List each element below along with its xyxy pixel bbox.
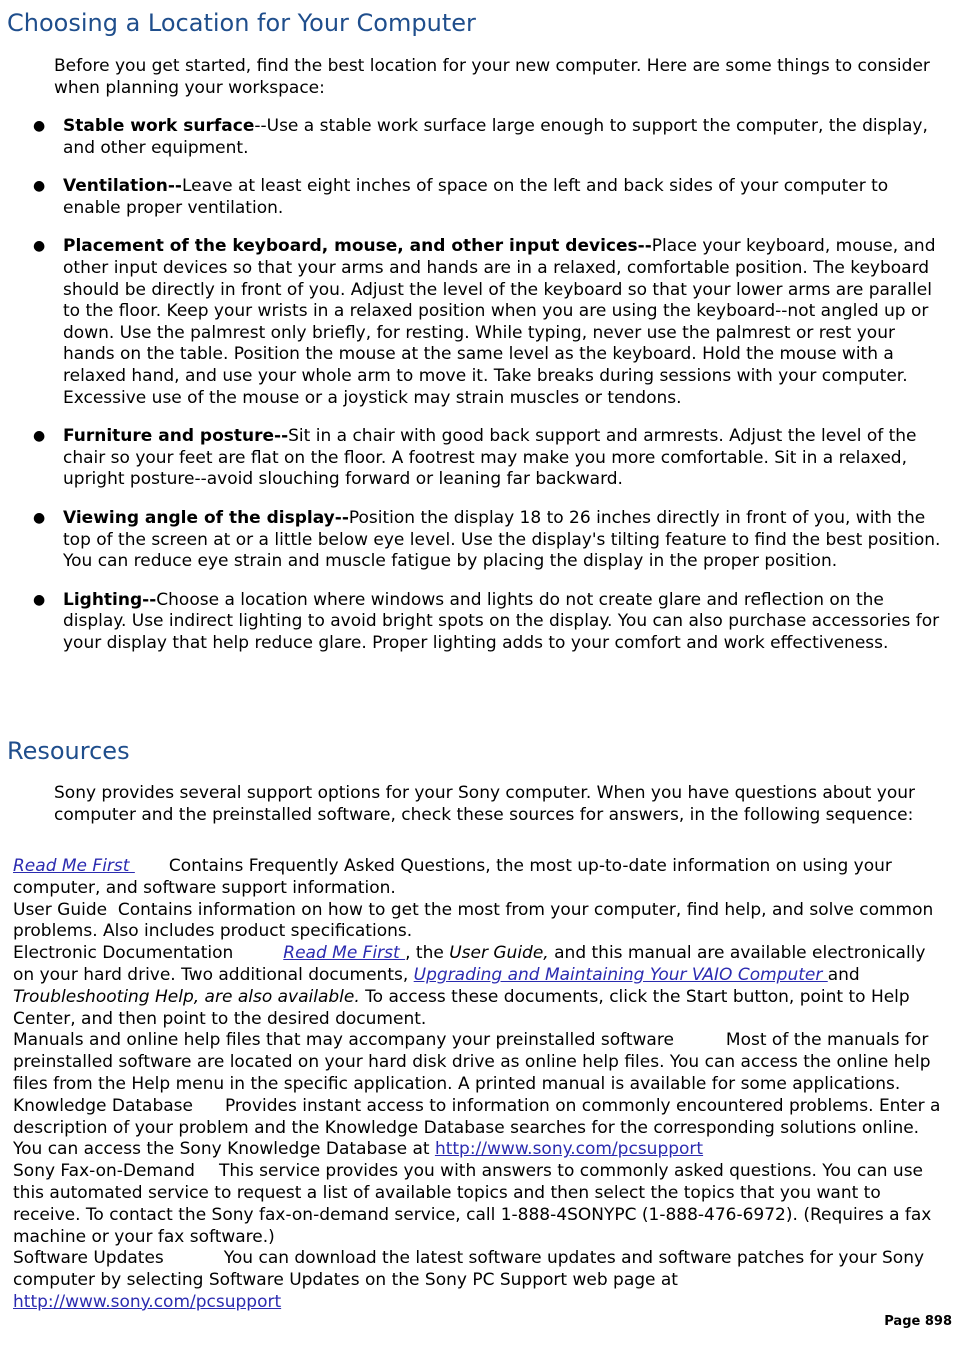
read-me-first-link[interactable]: Read Me First (283, 943, 406, 964)
tip-text: Position the display 18 to 26 inches directly in front of you, with the top of the screen at or a little below eye level. Use the display's tilting feature to find the best position. You can reduce eye strain and muscle fatigue by placing the display in the proper position. (63, 507, 941, 572)
tip-text: Sit in a chair with good back support and armrests. Adjust the level of the chair so your feet are flat on the floor. A footrest may make you more comfortable. Sit in a relaxed, upright posture--avoid slouching forward or leaning far backward. (63, 426, 917, 490)
bullet-icon: ● (33, 178, 46, 195)
tip-term: Lighting-- (63, 589, 157, 610)
list-item (0, 426, 950, 491)
tip-term: Stable work surface (63, 116, 255, 136)
tip-text: Leave at least eight inches of space on the left and back sides of your computer to enable proper ventilation. (63, 176, 889, 218)
list-item (0, 590, 950, 655)
resource-software-updates (13, 1248, 949, 1313)
resource-text: To access these documents, click the Start button, point to Help Center, and then point to the desired document. (13, 986, 910, 1029)
user-guide-title: User Guide, (449, 943, 549, 964)
list-item (0, 236, 950, 409)
resource-description: Provides instant access to information on commonly encountered problems. Enter a description of your problem and the Knowledge Database searches for the corresponding solutions online. You can access the Sony Knowledge Database at (13, 1095, 941, 1160)
tip-term: Placement of the keyboard, mouse, and other input devices-- (63, 236, 652, 257)
page-number: Page 898 (884, 1314, 952, 1329)
resource-description: Contains information on how to get the most from your computer, find help, and solve common problems. Also includes product specifications. (13, 899, 934, 942)
resource-electronic-documentation (13, 943, 949, 1030)
sony-pcsupport-link[interactable]: http://www.sony.com/pcsupport (13, 1291, 282, 1312)
resource-manuals-online-help (13, 1030, 949, 1095)
resources-list (13, 856, 949, 1314)
page-title: Choosing a Location for Your Computer (7, 9, 476, 37)
tip-term: Ventilation-- (63, 176, 182, 197)
resource-text: and this manual are available electronically on your hard drive. Two additional documents, (13, 943, 926, 985)
resource-read-me-first (13, 856, 949, 900)
bullet-icon: ● (33, 238, 46, 255)
resource-label: User Guide (13, 899, 108, 920)
bullet-icon: ● (33, 428, 46, 445)
resource-label: Electronic Documentation (13, 943, 234, 964)
list-item (0, 116, 950, 159)
bullet-icon: ● (33, 591, 46, 608)
resources-heading: Resources (7, 737, 130, 765)
sony-pcsupport-link[interactable]: http://www.sony.com/pcsupport (434, 1139, 704, 1160)
resource-fax-on-demand (13, 1161, 949, 1248)
intro-paragraph: Before you get started, find the best location for your new computer. Here are some things to consider when planning your workspace: (54, 56, 930, 98)
resource-knowledge-database (13, 1096, 949, 1161)
resource-label: Manuals and online help files that may accompany your preinstalled software (13, 1030, 674, 1051)
resource-description: This service provides you with answers to commonly asked questions. You can use this automated service to request a list of available topics and then select the topics that you want to receive. To contact the Sony fax-on-demand service, call 1-888-4SONYPC (1-888-476-6972). (Requires a fax machine or your fax software.) (13, 1161, 932, 1247)
tip-text: Choose a location where windows and lights do not create glare and reflection on the display. Use indirect lighting to avoid bright spots on the display. You can also purchase accessories for your display that help reduce glare. Proper lighting adds to your comfort and work effectiveness. (63, 589, 940, 653)
resource-user-guide (13, 900, 949, 944)
bullet-icon: ● (33, 118, 46, 134)
tip-term: Furniture and posture-- (63, 426, 289, 447)
tip-text: Place your keyboard, mouse, and other input devices so that your arms and hands are in a relaxed, comfortable position. The keyboard should be directly in front of you. Adjust the level of the keyboard so that your lower arms are parallel to the floor. Keep your wrists in a relaxed position when you are using the keyboard--not angled up or down. Use the palmrest only briefly, for resting. While typing, never use the palmrest or rest your hands on the table. Position the mouse at the same level as the keyboard. Hold the mouse with a relaxed hand, and use your whole arm to move it. Take breaks during sessions with your computer. Excessive use of the mouse or a joystick may strain muscles or tendons. (63, 236, 936, 408)
tip-term: Viewing angle of the display-- (63, 507, 349, 528)
resource-description: You can download the latest software updates and software patches for your Sony computer by selecting Software Updates on the Sony PC Support web page at (13, 1248, 925, 1291)
resource-text: , the (405, 943, 450, 964)
resource-label: Sony Fax-on-Demand (13, 1161, 195, 1182)
resources-intro: Sony provides several support options for your Sony computer. When you have questions about your computer and the preinstalled software, check these sources for answers, in the following sequence: (54, 783, 916, 825)
troubleshooting-help-title: Troubleshooting Help, are also available. (13, 986, 360, 1007)
list-item (0, 508, 950, 573)
upgrading-maintaining-link[interactable]: Upgrading and Maintaining Your VAIO Computer (413, 964, 828, 985)
list-item (0, 176, 950, 219)
resource-text: and (827, 964, 860, 985)
read-me-first-link[interactable]: Read Me First (13, 856, 135, 876)
resource-label: Software Updates (13, 1248, 164, 1269)
resource-label: Knowledge Database (13, 1095, 193, 1116)
workspace-tips-list (0, 116, 950, 671)
bullet-icon: ● (33, 509, 46, 526)
tip-text: --Use a stable work surface large enough to support the computer, the display, and other equipment. (63, 116, 928, 158)
resource-description: Contains Frequently Asked Questions, the most up-to-date information on using your computer, and software support information. (13, 856, 892, 898)
resource-description: Most of the manuals for preinstalled software are located on your hard disk drive as online help files. You can access the online help files from the Help menu in the specific application. A printed manual is available for some applications. (13, 1030, 931, 1094)
